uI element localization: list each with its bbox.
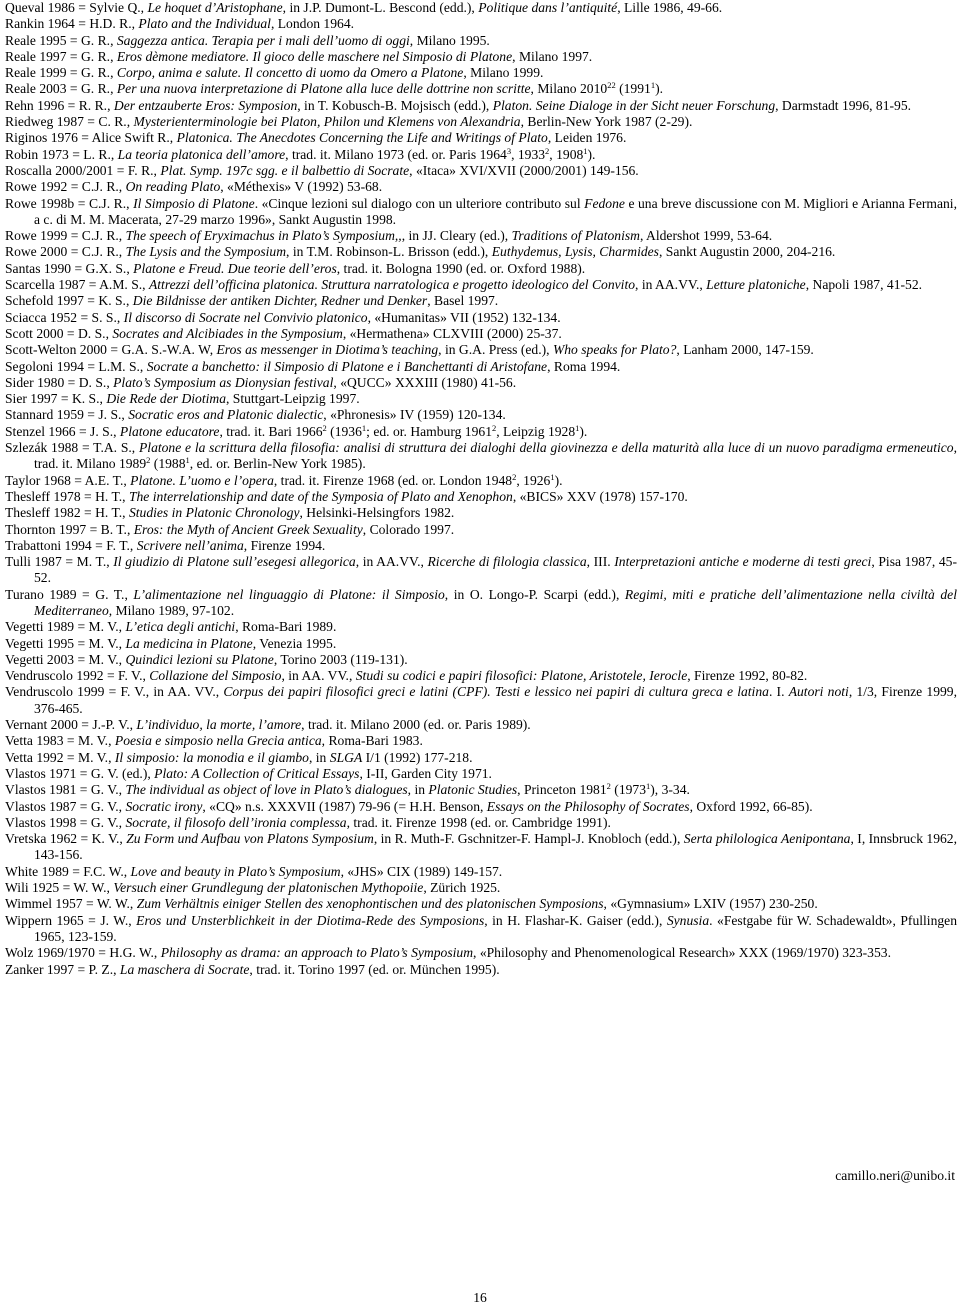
entry-text: Vetta 1983 = M. V., [5, 733, 115, 749]
entry-text: ), 3-34. [650, 782, 690, 798]
work-title: Interpretazioni antiche e moderne di testi greci [614, 554, 872, 570]
entry-text: Thesleff 1978 = H. T., [5, 488, 129, 504]
bibliography-entry [5, 114, 957, 130]
work-title: Socratic irony [125, 798, 203, 814]
entry-text: Vegetti 1995 = M. V., [5, 635, 126, 651]
entry-text: , III. [586, 554, 615, 570]
work-title: Politique dans l’antiquité [478, 0, 618, 15]
entry-text: , trad. it. Milano 1973 (ed. or. Paris 1964 [285, 146, 507, 162]
entry-text: , trad. it. Firenze 1968 (ed. or. London 1948 [273, 472, 513, 488]
entry-text: Robin 1973 = L. R., [5, 146, 118, 162]
entry-text: , trad. it. Firenze 1998 (ed. or. Cambridge 1991). [346, 814, 611, 830]
bibliography-entry [5, 16, 957, 32]
entry-text: Riginos 1976 = Alice Swift R., [5, 130, 177, 146]
bibliography-entry [5, 750, 957, 766]
entry-text: , Leipzig 1928 [496, 423, 576, 439]
page-number: 16 [473, 1290, 487, 1305]
entry-text: Santas 1990 = G.X. S., [5, 260, 134, 276]
work-title: The speech of Eryximachus in Plato’s Symposium,, [125, 228, 402, 244]
entry-text: Szlezák 1988 = T.A. S., [5, 440, 139, 456]
work-title: Il discorso di Socrate nel Convivio platonico [123, 309, 368, 325]
entry-text: Wippern 1965 = J. W., [5, 912, 137, 928]
entry-text: Riedweg 1987 = C. R., [5, 114, 134, 130]
superscript-edition: 1 [575, 422, 580, 433]
work-title: Platone educatore [119, 423, 220, 439]
work-title: Socratic eros and Platonic dialectic [128, 407, 324, 423]
work-title: Who speaks for Plato? [552, 342, 677, 358]
entry-text: Vlastos 1998 = G. V., [5, 814, 126, 830]
entry-text: Rowe 1998b = C.J. R., [5, 195, 134, 211]
bibliography-entry [5, 147, 957, 163]
superscript-edition: 2 [322, 422, 327, 433]
entry-text: Vegetti 1989 = M. V., [5, 619, 126, 635]
bibliography-entry [5, 65, 957, 81]
entry-text: , Zürich 1925. [423, 880, 501, 896]
entry-text: (1991 [615, 81, 651, 97]
work-title: Platone e la scrittura della filosofia: analisi di struttura dei dialoghi della giovinezza e della maturità alla luce di un nuovo paradigma ermeneutico [138, 440, 954, 456]
bibliography-entry [5, 668, 957, 684]
bibliography-entry [5, 244, 957, 260]
entry-text: , Milano 1989, 97-102. [108, 602, 235, 618]
entry-text: Rankin 1964 = H.D. R., [5, 16, 139, 32]
bibliography-entry [5, 684, 957, 717]
entry-text: , Princeton 1981 [517, 782, 607, 798]
work-title: The individual as object of love in Plato’s dialogues [125, 782, 408, 798]
work-title: Synusia [666, 912, 710, 928]
entry-text: , Darmstadt 1996, 81-95. [775, 97, 912, 113]
bibliography-entry [5, 717, 957, 733]
entry-text: , in AA.VV., [635, 277, 707, 293]
work-title: Eros und Unsterblichkeit in der Diotima-Rede des Symposions [136, 912, 485, 928]
entry-text: (1936 [326, 423, 362, 439]
work-title: The interrelationship and date of the Symposia of Plato and Xenophon [128, 488, 513, 504]
entry-text: , in R. Muth-F. Gschnitzer-F. Hampl-J. Knobloch (edd.), [373, 831, 684, 847]
entry-text: , Basel 1997. [427, 293, 499, 309]
bibliography-entry [5, 49, 957, 65]
bibliography-entry [5, 130, 957, 146]
bibliography-entry [5, 913, 957, 946]
entry-text: , Milano 1995. [409, 32, 490, 48]
entry-text: Sciacca 1952 = S. S., [5, 309, 124, 325]
entry-text: Wimmel 1957 = W. W., [5, 896, 137, 912]
superscript-edition: 1 [185, 455, 190, 466]
bibliography-entry [5, 896, 957, 912]
work-title: Eros: the Myth of Ancient Greek Sexuality [133, 521, 363, 537]
entry-text: , I, Innsbruck 1962, 143-156. [34, 831, 957, 863]
work-title: Platone. L’uomo e l’opera [130, 472, 274, 488]
entry-text: , «QUCC» XXXIII (1980) 41-56. [333, 374, 517, 390]
superscript-edition: 22 [607, 80, 616, 91]
bibliography-entry [5, 277, 957, 293]
entry-text: , 1926 [516, 472, 551, 488]
entry-text: , «Humanitas» VII (1952) 132-134. [367, 309, 561, 325]
entry-text: Wolz 1969/1970 = H.G. W., [5, 945, 161, 961]
superscript-edition: 2 [492, 422, 497, 433]
entry-text: Segoloni 1994 = L.M. S., [5, 358, 147, 374]
bibliography-list [5, 0, 957, 978]
entry-text: . «Festgabe für W. Schadewaldt», Pfullingen 1965, 123-159. [34, 912, 957, 944]
bibliography-entry [5, 33, 957, 49]
entry-text: , Venezia 1995. [252, 635, 337, 651]
work-title: Ricerche di filologia classica [427, 554, 587, 570]
entry-text: , in G.A. Press (ed.), [438, 342, 553, 358]
work-title: On reading Plato [125, 179, 221, 195]
bibliography-entry [5, 440, 957, 473]
entry-text: Vernant 2000 = J.-P. V., [5, 717, 137, 733]
bibliography-entry [5, 864, 957, 880]
work-title: Per una nuova interpretazione di Platone alla luce delle dottrine non scritte [116, 81, 531, 97]
entry-text: , in H. Flashar-K. Gaiser (edd.), [484, 912, 667, 928]
entry-text: Sier 1997 = K. S., [5, 391, 107, 407]
bibliography-entry [5, 554, 957, 587]
work-title: Plato and the Individual [138, 16, 271, 32]
work-title: Studies in Platonic Chronology [128, 505, 300, 521]
entry-text: , Torino 2003 (119-131). [273, 651, 408, 667]
entry-text: , Colorado 1997. [362, 521, 455, 537]
bibliography-entry [5, 880, 957, 896]
bibliography-entry [5, 163, 957, 179]
entry-text: , Stuttgart-Leipzig 1997. [226, 391, 360, 407]
entry-text: , Oxford 1992, 66-85). [689, 798, 813, 814]
entry-text: Vlastos 1981 = G. V., [5, 782, 126, 798]
work-title: Autori noti [788, 684, 849, 700]
entry-text: , in AA. VV., [281, 668, 356, 684]
bibliography-entry [5, 375, 957, 391]
work-title: Socrate, il filosofo dell’ironia complessa [125, 814, 347, 830]
entry-text: Reale 1999 = G. R., [5, 65, 117, 81]
work-title: Il Simposio di Platone [133, 195, 255, 211]
entry-text: Trabattoni 1994 = F. T., [5, 537, 137, 553]
bibliography-entry [5, 359, 957, 375]
entry-text: Thesleff 1982 = H. T., [5, 505, 129, 521]
entry-text: , trad. it. Milano 2000 (ed. or. Paris 1989). [301, 717, 531, 733]
entry-text: Rowe 2000 = C.J. R., [5, 244, 126, 260]
bibliography-entry [5, 733, 957, 749]
work-title: L’individuo, la morte, l’amore [136, 717, 302, 733]
entry-text: , «Gymnasium» LXIV (1957) 230-250. [603, 896, 818, 912]
work-title: Euthydemus, Lysis, Charmides [491, 244, 659, 260]
entry-text: Vretska 1962 = K. V., [5, 831, 127, 847]
entry-text: , ed. or. Berlin-New York 1985). [189, 456, 366, 472]
superscript-edition: 1 [646, 781, 651, 792]
work-title: Il simposio: la monodia e il giambo [114, 749, 309, 765]
entry-text: , «JHS» CIX (1989) 149-157. [340, 863, 503, 879]
work-title: Corpo, anima e salute. Il concetto di uomo da Omero a Platone [116, 65, 464, 81]
bibliography-entry [5, 196, 957, 229]
entry-text: Rowe 1992 = C.J. R., [5, 179, 126, 195]
work-title: L’alimentazione nel linguaggio di Platone: il Simposio [133, 586, 445, 602]
work-title: Scrivere nell’anima [136, 537, 244, 553]
entry-text: , in T. Kobusch-B. Mojsisch (edd.), [297, 97, 493, 113]
work-title: SLGA [329, 749, 363, 765]
entry-text: , in T.M. Robinson-L. Brisson (edd.), [286, 244, 492, 260]
entry-text: , in [407, 782, 429, 798]
bibliography-entry [5, 652, 957, 668]
entry-text: Thornton 1997 = B. T., [5, 521, 134, 537]
entry-text: (1988 [150, 456, 186, 472]
entry-text: , in [308, 749, 330, 765]
entry-text: , London 1964. [270, 16, 355, 32]
entry-text: , «Itaca» XVI/XVII (2000/2001) 149-156. [409, 162, 639, 178]
bibliography-entry [5, 0, 957, 16]
bibliography-entry [5, 424, 957, 440]
entry-text: , Firenze 1994. [243, 537, 326, 553]
bibliography-entry [5, 473, 957, 489]
entry-text: Zanker 1997 = P. Z., [5, 961, 120, 977]
entry-text: , Lille 1986, 49-66. [617, 0, 723, 15]
work-title: Socrates and Alcibiades in the Symposium [112, 325, 343, 341]
author-email: camillo.neri@unibo.it [835, 1168, 955, 1183]
entry-text: , in J.P. Dumont-L. Bescond (edd.), [282, 0, 479, 15]
entry-text: White 1989 = F.C. W., [5, 863, 131, 879]
work-title: La maschera di Socrate [119, 961, 250, 977]
entry-text: Roscalla 2000/2001 = F. R., [5, 162, 161, 178]
bibliography-entry [5, 179, 957, 195]
work-title: Platonica. The Anecdotes Concerning the Life and Writings of Plato [176, 130, 548, 146]
work-title: Der entzauberte Eros: Symposion [113, 97, 298, 113]
superscript-edition: 2 [606, 781, 611, 792]
bibliography-entry [5, 587, 957, 620]
bibliography-entry [5, 81, 957, 97]
entry-text: , Napoli 1987, 41-52. [805, 277, 923, 293]
entry-text: Stenzel 1966 = J. S., [5, 423, 120, 439]
entry-text: e una breve discussione con M. Migliori e Arianna Fermani, a c. di M. M. Macerata, 27-29 marzo 1996», Sankt Augustin 1998. [34, 195, 957, 227]
entry-text: , «BICS» XXV (1978) 157-170. [512, 488, 688, 504]
entry-text: ). [655, 81, 663, 97]
bibliography-entry [5, 636, 957, 652]
bibliography-entry [5, 342, 957, 358]
entry-text: Stannard 1959 = J. S., [5, 407, 129, 423]
bibliography-entry [5, 326, 957, 342]
work-title: Versuch einer Grundlegung der platonischen Mythopoiie [113, 880, 424, 896]
work-title: L’etica degli antichi [125, 619, 236, 635]
entry-text: Scott 2000 = D. S., [5, 325, 113, 341]
work-title: Serta philologica Aenipontana [683, 831, 851, 847]
work-title: Platone e Freud. Due teorie dell’eros [133, 260, 337, 276]
work-title: Studi su codici e papiri filosofici: Platone, Aristotele, Ierocle [355, 668, 688, 684]
entry-text: , «Philosophy and Phenomenological Research» XXX (1969/1970) 323-353. [473, 945, 891, 961]
entry-text: Rowe 1999 = C.J. R., [5, 228, 126, 244]
entry-text: Rehn 1996 = R. R., [5, 97, 114, 113]
work-title: Letture platoniche [706, 277, 806, 293]
entry-text: , 1933 [511, 146, 546, 162]
entry-text: , Helsinki-Helsingfors 1982. [299, 505, 455, 521]
work-title: Philosophy as drama: an approach to Plato’s Symposium [160, 945, 474, 961]
bibliography-entry [5, 962, 957, 978]
work-title: Platonic Studies [428, 782, 518, 798]
entry-text: ). [554, 472, 563, 488]
bibliography-entry [5, 407, 957, 423]
work-title: Mysterienterminologie bei Platon, Philon und Klemens von Alexandria [133, 114, 521, 130]
bibliography-entry [5, 310, 957, 326]
work-title: Eros dèmone mediatore. Il gioco delle maschere nel Simposio di Platone [116, 48, 513, 64]
entry-text: Vendruscolo 1992 = F. V., [5, 668, 150, 684]
bibliography-entry [5, 505, 957, 521]
entry-text: ). [587, 146, 596, 162]
entry-text: Vegetti 2003 = M. V., [5, 651, 126, 667]
superscript-edition: 1 [650, 80, 656, 91]
work-title: La medicina in Platone [125, 635, 253, 651]
work-title: Le hoquet d’Aristophane [147, 0, 283, 15]
superscript-edition: 1 [583, 145, 588, 156]
entry-text: (1973 [610, 782, 647, 798]
work-title: Attrezzi dell’officina platonica. Struttura narratologica e progetto ideologico del Convito [148, 277, 636, 293]
entry-text: , «CQ» n.s. XXXVII (1987) 79-96 (= H.H. Benson, [202, 798, 487, 814]
entry-text: , «Phronesis» IV (1959) 120-134. [323, 407, 506, 423]
entry-text: , Pisa 1987, 45-52. [34, 554, 957, 586]
entry-text: Schefold 1997 = K. S., [5, 293, 133, 309]
bibliography-entry [5, 799, 957, 815]
work-title: Zu Form und Aufbau von Platons Symposium [126, 831, 374, 847]
bibliography-entry [5, 293, 957, 309]
entry-text: Vendruscolo 1999 = F. V., in AA. VV., [5, 684, 224, 700]
work-title: Socrate a banchetto: il Simposio di Platone e i Banchettanti di Aristofane [146, 358, 548, 374]
superscript-edition: 2 [545, 145, 550, 156]
work-title: Die Bildnisse der antiken Dichter, Redner und Denker [132, 293, 428, 309]
entry-text: Vetta 1992 = M. V., [5, 749, 115, 765]
entry-text: , Milano 2010 [530, 81, 608, 97]
entry-text: , trad. it. Bari 1966 [219, 423, 323, 439]
work-title: Regimi, miti e pratiche dell’alimentazione nella civiltà del Mediterraneo [34, 586, 957, 618]
entry-text: , 1908 [549, 146, 584, 162]
entry-text: ). [579, 423, 588, 439]
work-title: Collazione del Simposio [149, 668, 282, 684]
bibliography-entry [5, 391, 957, 407]
superscript-edition: 1 [361, 422, 367, 433]
work-title: Love and beauty in Plato’s Symposium [130, 863, 341, 879]
bibliography-entry [5, 522, 957, 538]
work-title: The Lysis and the Symposium [125, 244, 287, 260]
entry-text: , Firenze 1992, 80-82. [687, 668, 808, 684]
entry-text: , Milano 1997. [512, 48, 593, 64]
entry-text: Reale 1997 = G. R., [5, 48, 117, 64]
bibliography-entry [5, 945, 957, 961]
entry-text: Turano 1989 = G. T., [5, 586, 134, 602]
work-title: Die Rede der Diotima [106, 391, 226, 407]
entry-text: . I. [768, 684, 789, 700]
entry-text: , in JJ. Cleary (ed.), [401, 228, 512, 244]
bibliography-entry [5, 782, 957, 798]
work-title: Fedone [584, 195, 625, 211]
bibliography-entry [5, 98, 957, 114]
work-title: Poesia e simposio nella Grecia antica [114, 733, 322, 749]
entry-text: , in O. Longo-P. Scarpi (edd.), [444, 586, 625, 602]
bibliography-entry [5, 619, 957, 635]
superscript-edition: 2 [512, 471, 517, 482]
entry-text: Scott-Welton 2000 = G.A. S.-W.A. W, [5, 342, 217, 358]
entry-text: Vlastos 1971 = G. V. (ed.), [5, 765, 155, 781]
entry-text: , «Hermathena» CLXVIII (2000) 25-37. [342, 325, 562, 341]
entry-text: , Roma-Bari 1989. [235, 619, 337, 635]
entry-text: , Milano 1999. [463, 65, 544, 81]
entry-text: Scarcella 1987 = A.M. S., [5, 277, 149, 293]
bibliography-entry [5, 261, 957, 277]
work-title: Traditions of Platonism [511, 228, 640, 244]
bibliography-entry [5, 538, 957, 554]
entry-text: Sider 1980 = D. S., [5, 374, 114, 390]
work-title: Quindici lezioni su Platone [125, 651, 274, 667]
superscript-edition: 1 [550, 471, 555, 482]
entry-text: Wili 1925 = W. W., [5, 880, 114, 896]
bibliography-entry [5, 228, 957, 244]
entry-text: , trad. it. Torino 1997 (ed. or. München 1995). [249, 961, 500, 977]
bibliography-entry [5, 831, 957, 864]
bibliography-entry [5, 489, 957, 505]
work-title: Eros as messenger in Diotima’s teaching [216, 342, 439, 358]
entry-text: , Berlin-New York 1987 (2-29). [520, 114, 693, 130]
entry-text: , trad. it. Milano 1989 [34, 440, 957, 472]
superscript-edition: 2 [146, 455, 151, 466]
entry-text: , Roma 1994. [547, 358, 621, 374]
work-title: La teoria platonica dell’amore [117, 146, 286, 162]
work-title: Il giudizio di Platone sull’esegesi allegorica [113, 554, 356, 570]
work-title: Essays on the Philosophy of Socrates [486, 798, 690, 814]
work-title: Corpus dei papiri filosofici greci e latini (CPF). Testi e lessico nei papiri di cultura greca e latina [223, 684, 769, 700]
entry-text: Queval 1986 = Sylvie Q., [5, 0, 148, 15]
entry-text: , Sankt Augustin 2000, 204-216. [658, 244, 836, 260]
entry-text: Taylor 1968 = A.E. T., [5, 472, 131, 488]
work-title: Zum Verhältnis einiger Stellen des xenophontischen und des platonischen Symposions [136, 896, 604, 912]
entry-text: , «Méthexis» V (1992) 53-68. [220, 179, 383, 195]
work-title: Plato’s Symposium as Dionysian festival [113, 374, 334, 390]
work-title: Platon. Seine Dialoge in der Sicht neuer Forschung [492, 97, 776, 113]
entry-text: , Aldershot 1999, 53-64. [640, 228, 773, 244]
superscript-edition: 3 [506, 145, 512, 156]
bibliography-entry [5, 815, 957, 831]
entry-text: Tulli 1987 = M. T., [5, 554, 114, 570]
entry-text: , 1/3, Firenze 1999, 376-465. [34, 684, 957, 716]
work-title: Plato: A Collection of Critical Essays [154, 765, 360, 781]
entry-text: ; ed. or. Hamburg 1961 [366, 423, 492, 439]
entry-text: , I-II, Garden City 1971. [359, 765, 492, 781]
entry-text: , Lanham 2000, 147-159. [676, 342, 814, 358]
entry-text: , Roma-Bari 1983. [321, 733, 423, 749]
entry-text: , Leiden 1976. [547, 130, 627, 146]
entry-text: Reale 1995 = G. R., [5, 32, 117, 48]
bibliography-entry [5, 766, 957, 782]
entry-text: Reale 2003 = G. R., [5, 81, 117, 97]
entry-text: , trad. it. Bologna 1990 (ed. or. Oxford 1988). [336, 260, 586, 276]
entry-text: , in AA.VV., [355, 554, 428, 570]
entry-text: Vlastos 1987 = G. V., [5, 798, 126, 814]
entry-text: I/1 (1992) 177-218. [362, 749, 473, 765]
work-title: Saggezza antica. Terapia per i mali dell’uomo di oggi [116, 32, 410, 48]
work-title: Plat. Symp. 197c sgg. e il balbettio di Socrate [160, 162, 410, 178]
entry-text: . «Cinque lezioni sul dialogo con un ulteriore contributo sul [254, 195, 585, 211]
